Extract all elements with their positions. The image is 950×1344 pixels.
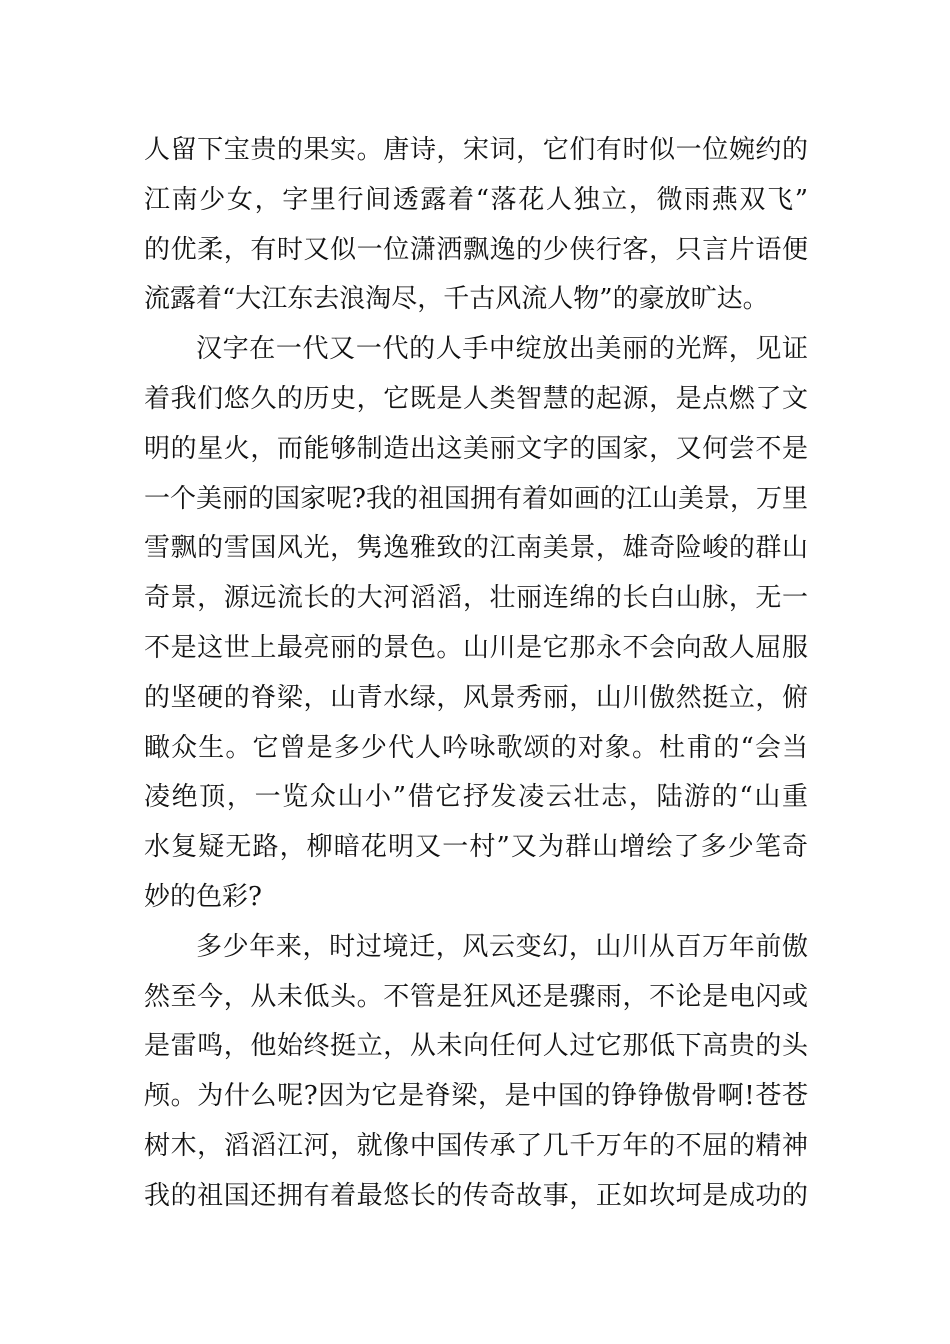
text-line: 多少年来，时过境迁，风云变幻，山川从百万年前傲 (196, 931, 808, 962)
text-line: 明的星火，而能够制造出这美丽文字的国家，又何尝不是 (144, 433, 808, 464)
text-line: 妙的色彩? (144, 881, 262, 912)
text-line: 的优柔，有时又似一位潇洒飘逸的少侠行客，只言片语便 (144, 234, 808, 265)
text-line: 凌绝顶，一览众山小”借它抒发凌云壮志，陆游的“山重 (144, 782, 808, 813)
document-body (144, 126, 808, 1222)
text-line: 一个美丽的国家呢?我的祖国拥有着如画的江山美景，万里 (144, 483, 808, 514)
text-line: 汉字在一代又一代的人手中绽放出美丽的光辉，见证 (196, 334, 808, 365)
text-line: 是雷鸣，他始终挺立，从未向任何人过它那低下高贵的头 (144, 1031, 808, 1062)
paragraph-3 (144, 923, 808, 1222)
text-line: 着我们悠久的历史，它既是人类智慧的起源，是点燃了文 (144, 383, 808, 414)
text-line: 雪飘的雪国风光，隽逸雅致的江南美景，雄奇险峻的群山 (144, 533, 808, 564)
text-line: 江南少女，字里行间透露着“落花人独立，微雨燕双飞” (144, 184, 808, 215)
text-line: 奇景，源远流长的大河滔滔，壮丽连绵的长白山脉，无一 (144, 583, 808, 614)
text-line: 水复疑无路，柳暗花明又一村”又为群山增绘了多少笔奇 (144, 832, 808, 863)
text-line: 流露着“大江东去浪淘尽，千古风流人物”的豪放旷达。 (144, 284, 769, 315)
text-line: 瞰众生。它曾是多少代人吟咏歌颂的对象。杜甫的“会当 (144, 732, 808, 763)
text-line: 树木，滔滔江河，就像中国传承了几千万年的不屈的精神 (144, 1130, 808, 1161)
text-line: 然至今，从未低头。不管是狂风还是骤雨，不论是电闪或 (144, 981, 808, 1012)
text-line: 颅。为什么呢?因为它是脊梁，是中国的铮铮傲骨啊!苍苍 (144, 1081, 808, 1112)
paragraph-1 (144, 126, 808, 325)
text-line: 不是这世上最亮丽的景色。山川是它那永不会向敌人屈服 (144, 632, 808, 663)
text-line: 的坚硬的脊梁，山青水绿，风景秀丽，山川傲然挺立，俯 (144, 682, 808, 713)
paragraph-2 (144, 325, 808, 923)
text-line: 我的祖国还拥有着最悠长的传奇故事，正如坎坷是成功的 (144, 1180, 808, 1211)
text-line: 人留下宝贵的果实。唐诗，宋词，它们有时似一位婉约的 (144, 135, 808, 165)
